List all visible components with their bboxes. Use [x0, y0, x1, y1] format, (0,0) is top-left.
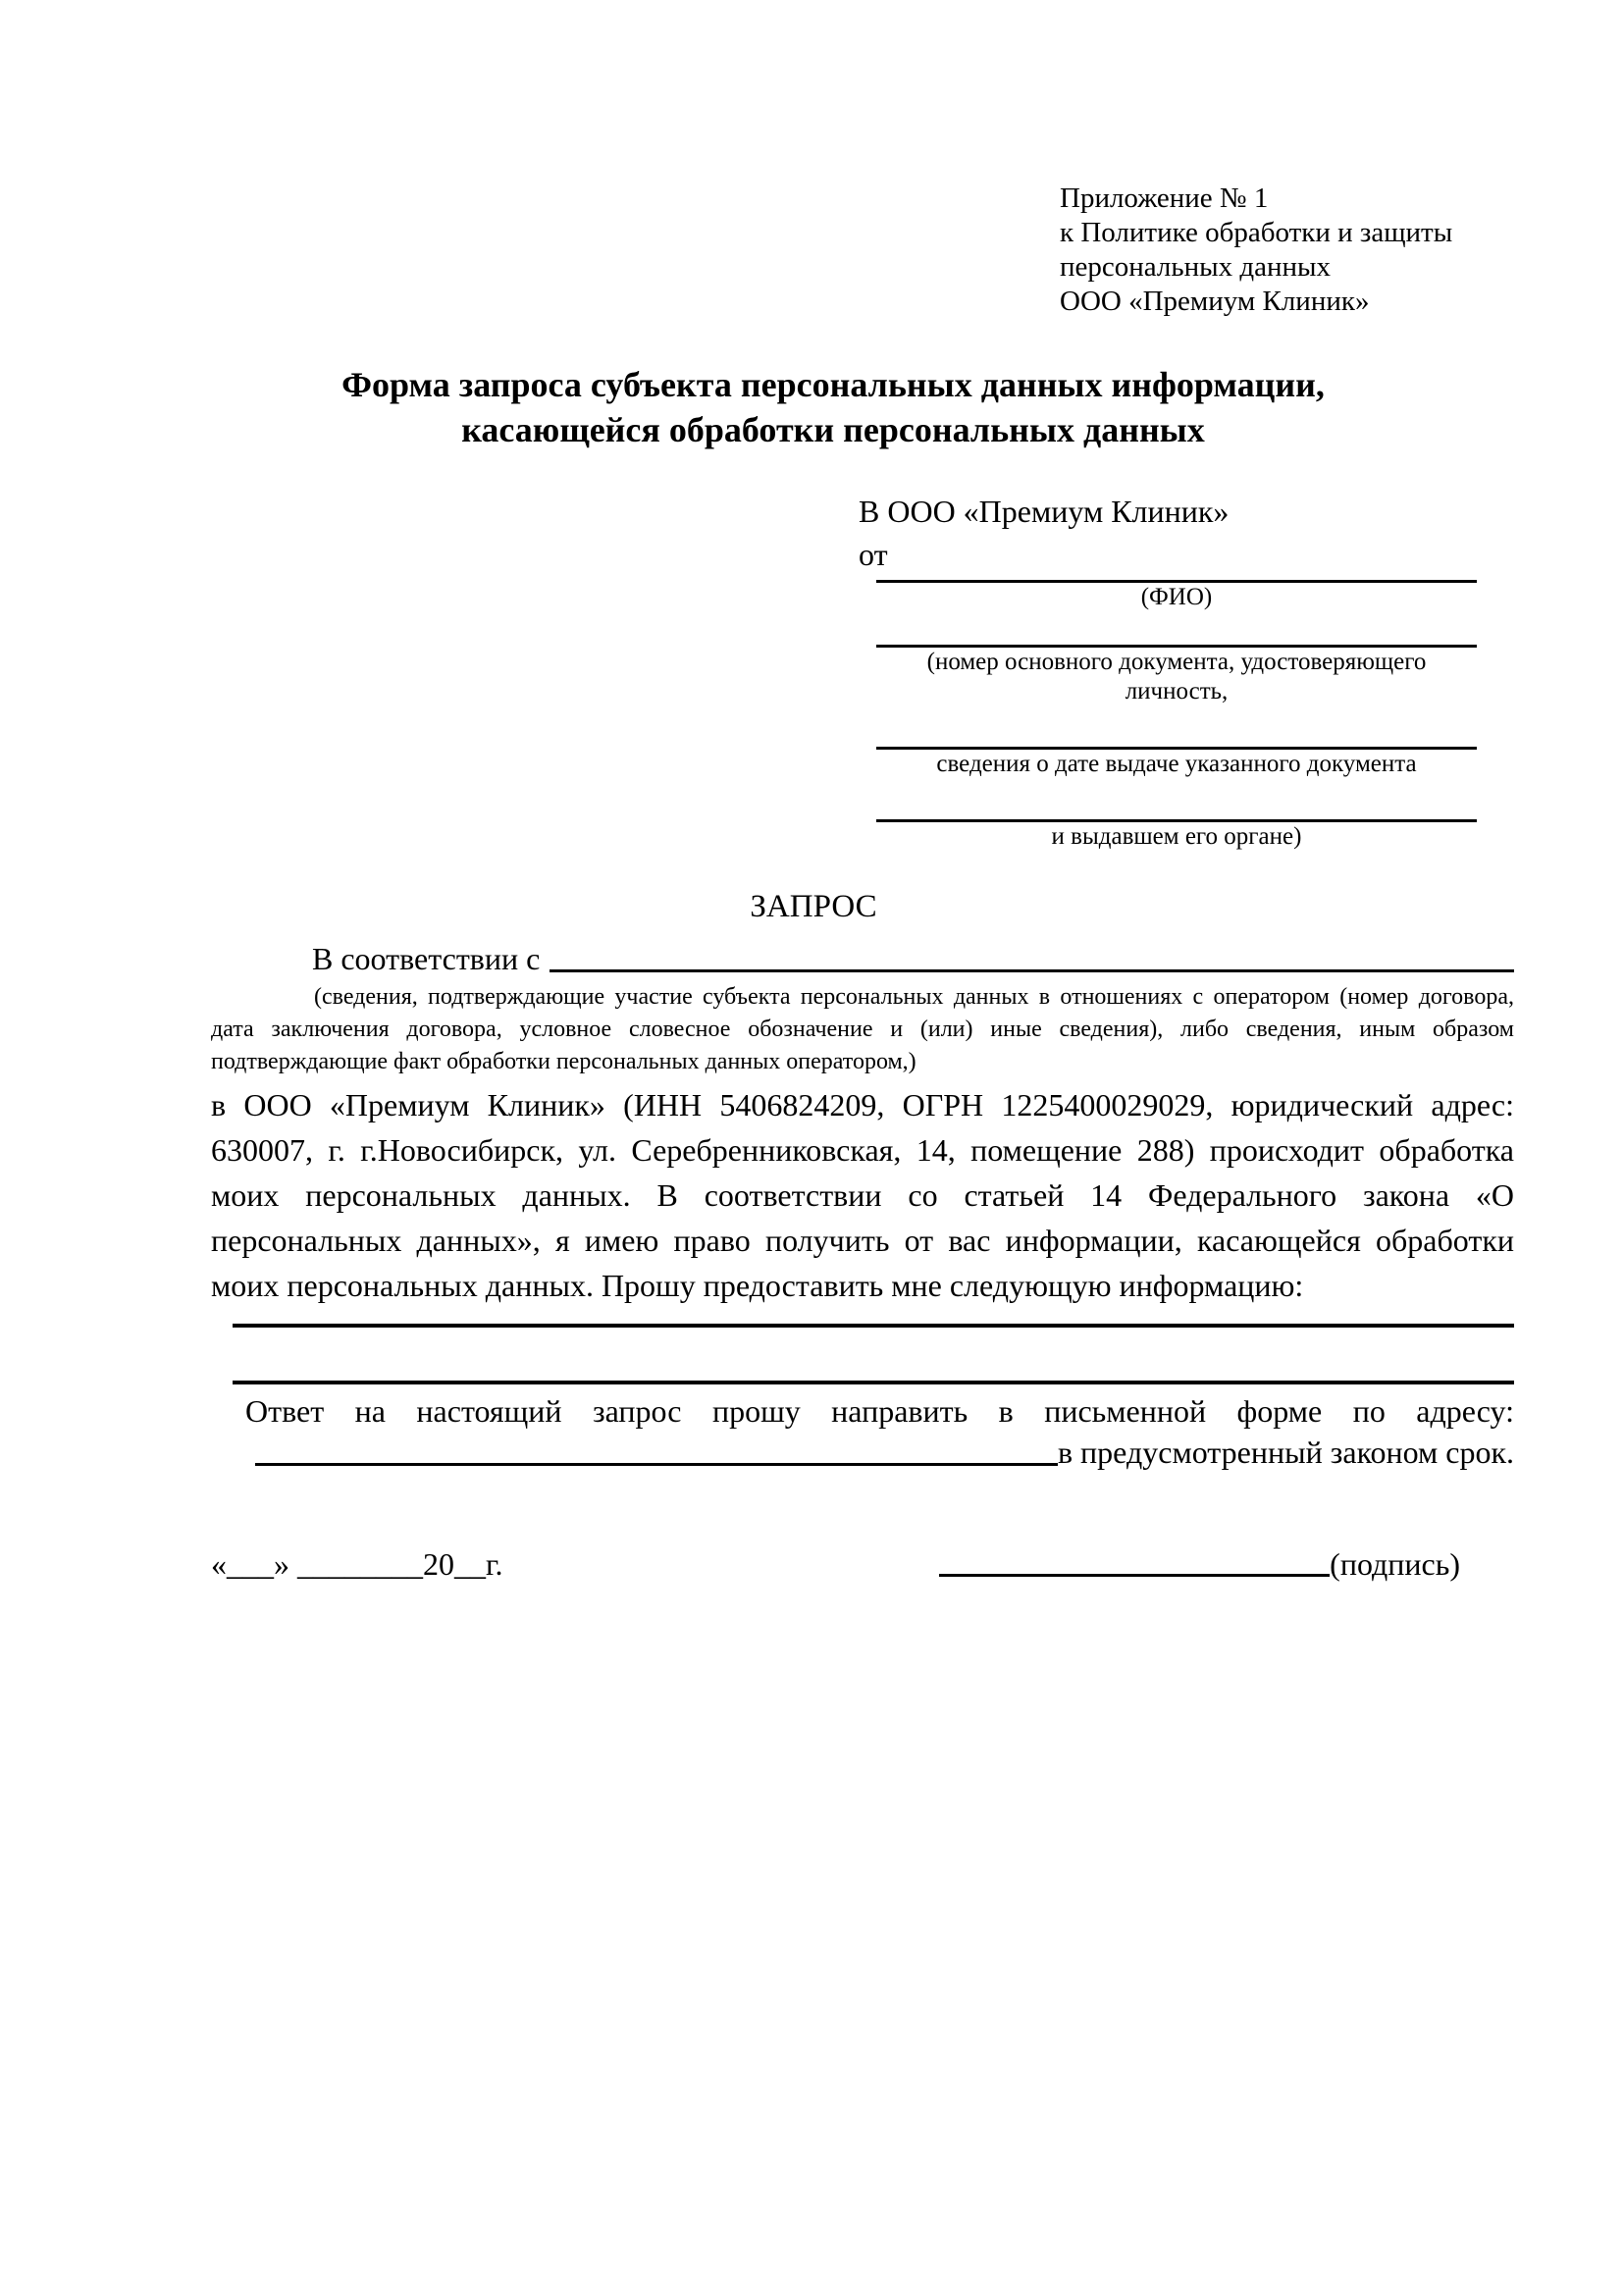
- fio-caption: (ФИО): [1140, 584, 1213, 610]
- document-number-field: [876, 643, 1477, 706]
- document-title-line: касающейся обработки персональных данных: [461, 410, 1205, 449]
- document-number-caption: (номер основного документа, удостоверяющего личность,: [926, 649, 1427, 704]
- document-issuer-field: [876, 817, 1477, 852]
- signature-caption: (подпись): [1330, 1546, 1460, 1582]
- addressee-from-label: от: [859, 537, 888, 572]
- request-heading: ЗАПРОС: [750, 889, 877, 924]
- appendix-reference: [1060, 182, 1514, 319]
- document-issue-date-field: [876, 745, 1477, 779]
- accordance-label: В соответствии с: [312, 941, 541, 976]
- document-issuer-caption: и выдавшем его органе): [1051, 823, 1302, 850]
- addressee-block: [859, 490, 1514, 852]
- appendix-line: к Политике обработки и защиты: [1060, 217, 1453, 248]
- accordance-row: [211, 938, 1514, 979]
- reply-tail: в предусмотренный законом срок.: [1057, 1435, 1514, 1470]
- accordance-blank-line: [550, 938, 1514, 972]
- appendix-line: Приложение № 1: [1060, 183, 1269, 214]
- fio-field: [876, 578, 1477, 612]
- document-title-line: Форма запроса субъекта персональных данных информации,: [341, 365, 1325, 404]
- signature-group: [939, 1543, 1460, 1585]
- date-signature-row: [211, 1543, 1514, 1585]
- reply-address-blank-line: [255, 1432, 1058, 1466]
- information-blank-line-1: [233, 1322, 1514, 1328]
- information-blank-line-2: [233, 1379, 1514, 1384]
- document-issue-date-caption: сведения о дате выдаче указанного документа: [936, 751, 1417, 777]
- reply-address-row: [211, 1432, 1514, 1473]
- addressee-to: В ООО «Премиум Клиник»: [859, 494, 1230, 529]
- date-blank: «___» ________20__г.: [211, 1546, 503, 1582]
- document-title: [152, 362, 1514, 452]
- appendix-line: ООО «Премиум Клиник»: [1060, 286, 1370, 317]
- accordance-note: (сведения, подтверждающие участие субъекта персональных данных в отношениях с оператором (номер договора, дата заключения договора, условное словесное обозначение и (или) иные сведения), либо сведения, иным образом подтверждающие факт обработки персональных данных оператором,): [211, 984, 1514, 1074]
- request-body: в ООО «Премиум Клиник» (ИНН 5406824209, ОГРН 1225400029029, юридический адрес: 630007, г. г.Новосибирск, ул. Серебренниковская, 14, помещение 288) происходит обработка моих персональных данных. В соответствии со статьей 14 Федерального закона «О персональных данных», я имею право получить от вас информации, касающейся обработки моих персональных данных. Прошу предоставить мне следующую информацию:: [211, 1087, 1514, 1303]
- signature-blank-line: [939, 1572, 1330, 1577]
- appendix-line: персональных данных: [1060, 251, 1332, 283]
- reply-request: Ответ на настоящий запрос прошу направить в письменной форме по адресу:: [245, 1393, 1514, 1429]
